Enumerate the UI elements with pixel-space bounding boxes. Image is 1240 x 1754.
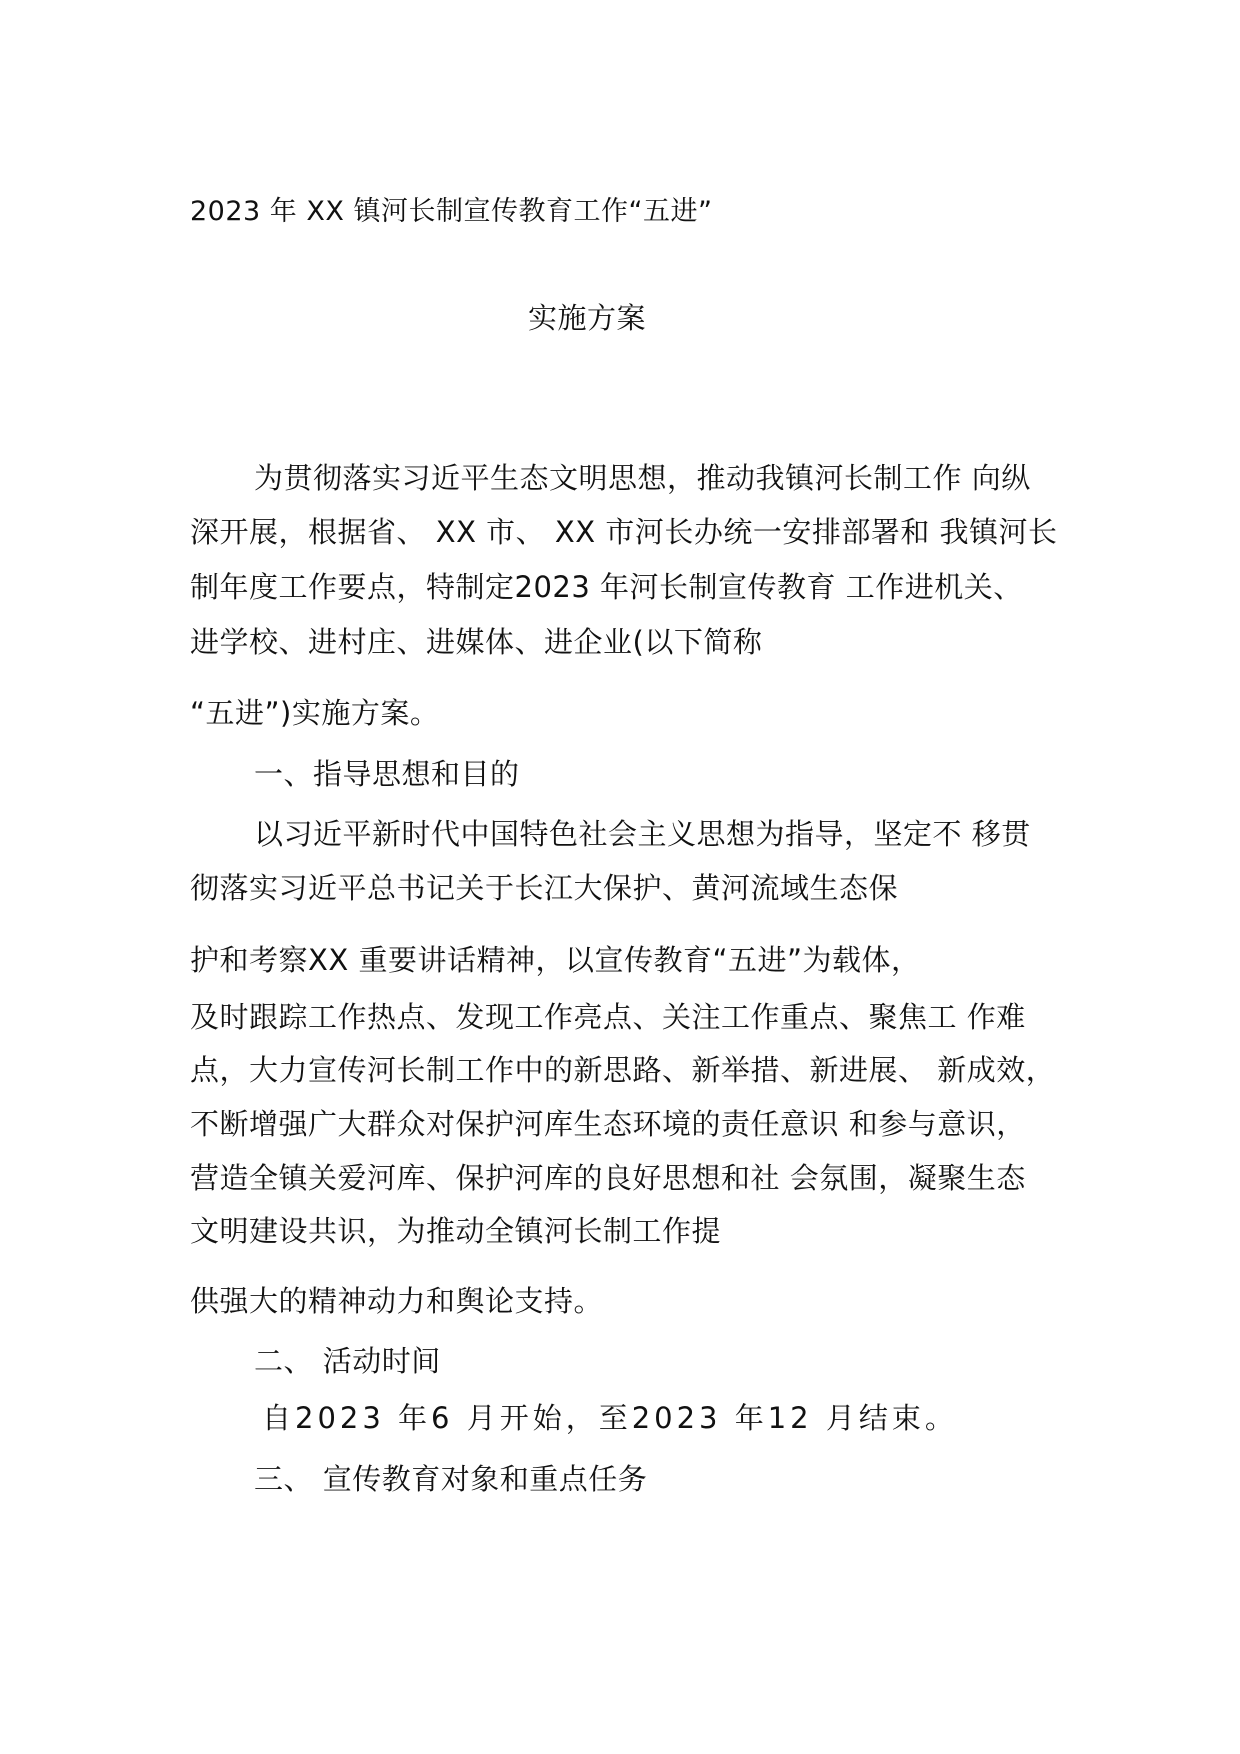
section-1-line-6: 不断增强广大群众对保护河库生态环境的责任意识 和参与意识，: [190, 1107, 1026, 1141]
section-1-line-3: 护和考察XX 重要讲话精神，以宣传教育“五进”为载体，: [190, 943, 921, 977]
intro-line-4: 进学校、进村庄、进媒体、进企业(以下简称: [190, 625, 763, 659]
title-line-1: 2023 年 XX 镇河长制宣传教育工作“五进”: [190, 196, 713, 227]
intro-line-3: 制年度工作要点，特制定2023 年河长制宣传教育 工作进机关、: [190, 570, 1023, 604]
section-1-heading: 一、指导思想和目的: [254, 757, 520, 791]
intro-line-5: “五进”)实施方案。: [190, 696, 440, 730]
section-1-line-2: 彻落实习近平总书记关于长江大保护、黄河流域生态保: [190, 871, 899, 905]
intro-line-2: 深开展，根据省、 XX 市、 XX 市河长办统一安排部署和 我镇河长: [190, 515, 1058, 549]
section-2-body: 自2023 年6 月开始，至2023 年12 月结束。: [262, 1401, 958, 1435]
section-1-line-5: 点，大力宣传河长制工作中的新思路、新举措、新进展、 新成效，: [190, 1053, 1056, 1087]
section-1-line-8: 文明建设共识，为推动全镇河长制工作提: [190, 1214, 722, 1248]
intro-line-1: 为贯彻落实习近平生态文明思想，推动我镇河长制工作 向纵: [254, 461, 1031, 495]
section-1-line-4: 及时跟踪工作热点、发现工作亮点、关注工作重点、聚焦工 作难: [190, 1000, 1026, 1034]
section-1-line-7: 营造全镇关爱河库、保护河库的良好思想和社 会氛围，凝聚生态: [190, 1161, 1026, 1195]
section-1-line-1: 以习近平新时代中国特色社会主义思想为指导，坚定不 移贯: [254, 817, 1031, 851]
section-2-heading: 二、 活动时间: [254, 1344, 441, 1378]
section-1-line-9: 供强大的精神动力和舆论支持。: [190, 1284, 604, 1318]
title-line-2: 实施方案: [528, 301, 647, 335]
section-3-heading: 三、 宣传教育对象和重点任务: [254, 1462, 648, 1496]
